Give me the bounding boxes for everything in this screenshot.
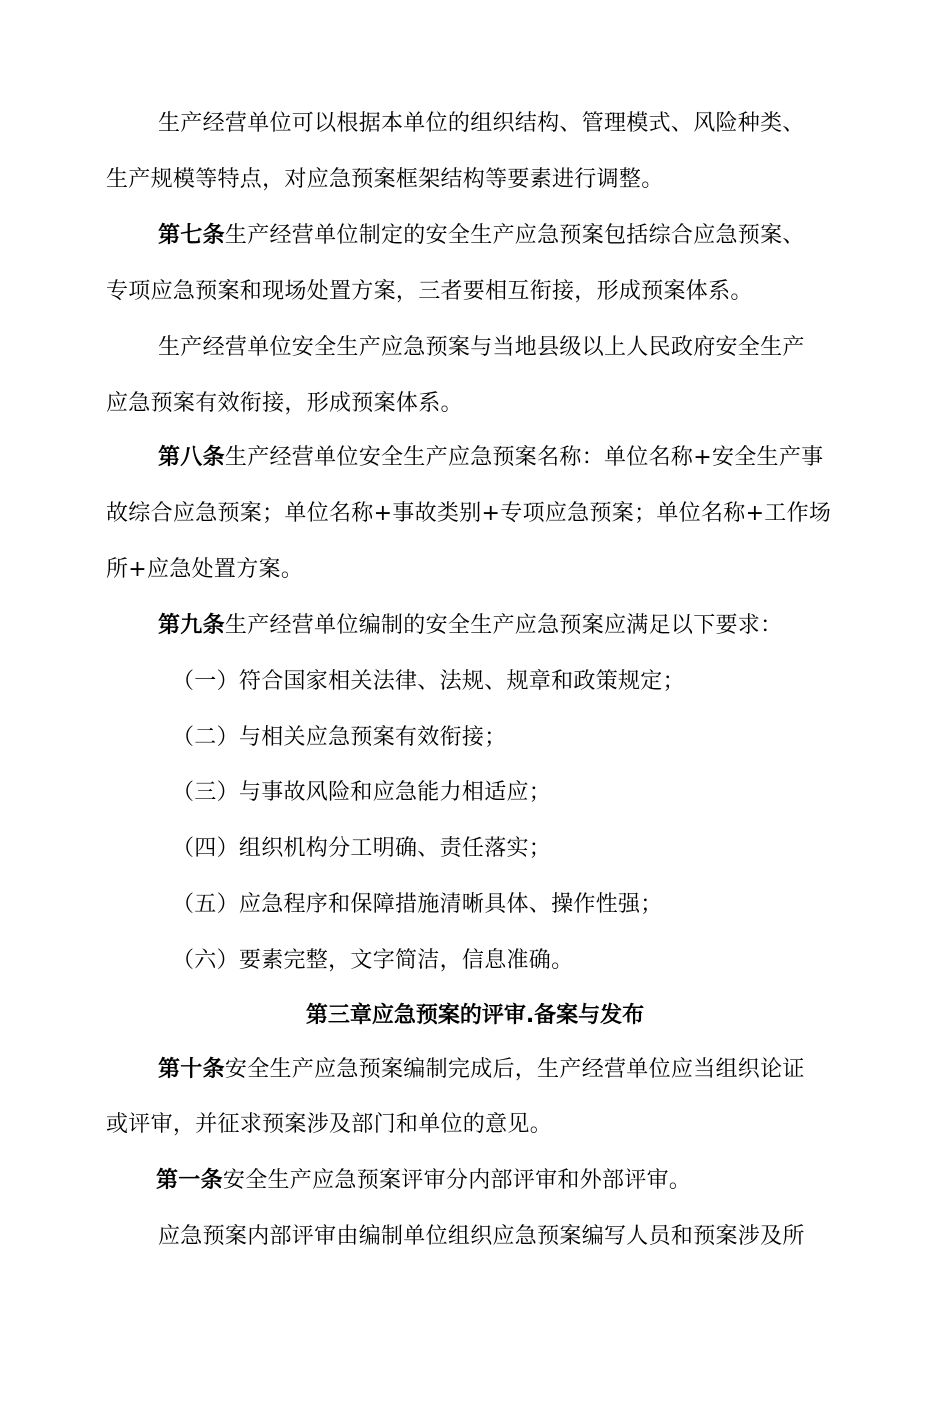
article-7-line-1 (158, 221, 805, 251)
chapter-heading: 第三章应急预案的评审.备案与发布 (305, 1003, 645, 1028)
article-text: 生产经营单位安全生产应急预案名称：单位名称+安全生产事 (224, 445, 824, 470)
article-text: 生产经营单位制定的安全生产应急预案包括综合应急预案、 (224, 223, 805, 248)
paragraph-line: 生产经营单位可以根据本单位的组织结构、管理模式、风险种类、 (158, 111, 805, 136)
paragraph-line: 所+应急处置方案。 (106, 557, 304, 582)
requirement-item: （四）组织机构分工明确、责任落实； (172, 836, 552, 861)
article-9-line-1 (158, 611, 782, 641)
paragraph-line: 应急预案有效衔接，形成预案体系。 (106, 391, 463, 416)
requirement-item: （三）与事故风险和应急能力相适应； (172, 780, 552, 805)
article-label: 第七条 (158, 223, 225, 248)
article-label: 第九条 (158, 613, 225, 638)
paragraph-line: 应急预案内部评审由编制单位组织应急预案编写人员和预案涉及所 (158, 1224, 805, 1249)
article-11-line-1 (156, 1166, 691, 1196)
article-8-line-1 (158, 443, 823, 473)
paragraph-line: 专项应急预案和现场处置方案，三者要相互衔接，形成预案体系。 (106, 279, 753, 304)
paragraph-line: 故综合应急预案；单位名称+事故类别+专项应急预案；单位名称+工作场 (106, 501, 832, 526)
article-text: 安全生产应急预案评审分内部评审和外部评审。 (222, 1168, 692, 1193)
requirement-item: （二）与相关应急预案有效衔接； (172, 725, 507, 750)
article-text: 安全生产应急预案编制完成后，生产经营单位应当组织论证 (224, 1057, 805, 1082)
paragraph-line: 生产经营单位安全生产应急预案与当地县级以上人民政府安全生产 (158, 335, 805, 360)
article-text: 生产经营单位编制的安全生产应急预案应满足以下要求： (224, 613, 783, 638)
paragraph-line: 或评审，并征求预案涉及部门和单位的意见。 (106, 1112, 553, 1137)
requirement-item: （五）应急程序和保障措施清晰具体、操作性强； (172, 892, 663, 917)
article-label: 第一条 (156, 1168, 223, 1193)
requirement-item: （六）要素完整，文字简洁，信息准确。 (172, 948, 574, 973)
article-label: 第八条 (158, 445, 225, 470)
article-10-line-1 (158, 1055, 805, 1085)
requirement-item: （一）符合国家相关法律、法规、规章和政策规定； (172, 669, 685, 694)
article-label: 第十条 (158, 1057, 225, 1082)
paragraph-line: 生产规模等特点，对应急预案框架结构等要素进行调整。 (106, 167, 664, 192)
